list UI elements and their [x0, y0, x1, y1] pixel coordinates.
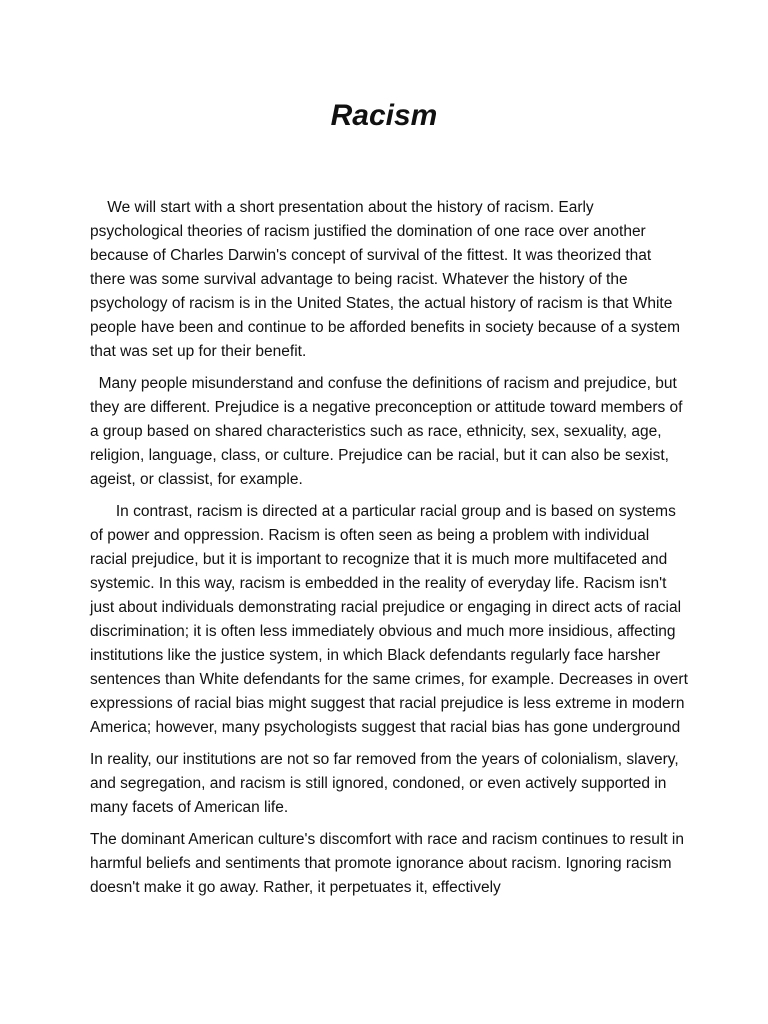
paragraph-text: The dominant American culture's discomfort with race and racism continues to result in harmful beliefs and sentiments that promote ignorance about racism. Ignoring racism doesn't make it go away. Rather, it perpetuates it, effectively	[90, 831, 684, 896]
paragraph-culture	[90, 828, 690, 900]
paragraph-text: In reality, our institutions are not so far removed from the years of colonialism, slavery, and segregation, and racism is still ignored, condoned, or even actively supported in many facets of American life.	[90, 751, 679, 816]
paragraph-text: In contrast, racism is directed at a particular racial group and is based on systems of power and oppression. Racism is often seen as being a problem with individual racial prejudice, but it is important to recognize that it is much more multifaceted and systemic. In this way, racism is embedded in the reality of everyday life. Racism isn't just about individuals demonstrating racial prejudice or engaging in direct acts of racial discrimination; it is often less immediately obvious and much more insidious, affecting institutions like the justice system, in which Black defendants regularly face harsher sentences than White defendants for the same crimes, for example. Decreases in overt expressions of racial bias might suggest that racial prejudice is less extreme in modern America; however, many psychologists suggest that racial bias has gone underground	[90, 503, 688, 736]
paragraph-prejudice	[90, 372, 690, 492]
paragraph-institutions	[90, 748, 690, 820]
document-title: Racism	[330, 99, 438, 132]
paragraph-indent	[90, 503, 116, 520]
paragraph-text: Many people misunderstand and confuse the definitions of racism and prejudice, but they are different. Prejudice is a negative preconception or attitude toward members of a group based on shared characteristics such as race, ethnicity, sex, sexuality, age, religion, language, class, or culture. Prejudice can be racial, but it can also be sexist, ageist, or classist, for example.	[90, 375, 683, 488]
paragraph-indent	[90, 375, 99, 392]
paragraph-systemic	[90, 500, 690, 740]
paragraph-history	[90, 196, 690, 364]
paragraph-indent	[90, 199, 107, 216]
document-body	[90, 196, 690, 908]
paragraph-text: We will start with a short presentation about the history of racism. Early psychological theories of racism justified the domination of one race over another because of Charles Darwin's concept of survival of the fittest. It was theorized that there was some survival advantage to being racist. Whatever the history of the psychology of racism is in the United States, the actual history of racism is that White people have been and continue to be afforded benefits in society because of a system that was set up for their benefit.	[90, 199, 680, 360]
